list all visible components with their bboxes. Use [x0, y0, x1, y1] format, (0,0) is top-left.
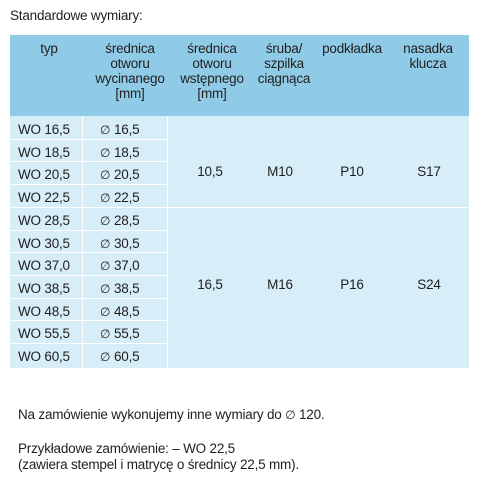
group1-washer: P10 — [340, 164, 364, 179]
cell-diameter — [100, 145, 139, 161]
example-order-line2: (zawiera stempel i matrycę o średnicy 22,5 mm). — [18, 457, 299, 472]
cell-typ: WO 22,5 — [18, 190, 70, 206]
diameter-value: 16,5 — [114, 122, 140, 137]
cell-typ: WO 48,5 — [18, 303, 70, 319]
diameter-icon: ∅ — [100, 145, 111, 160]
group1-bolt: M10 — [267, 164, 293, 179]
row-separator — [10, 184, 167, 185]
diameter-icon: ∅ — [100, 191, 111, 206]
cell-diameter — [100, 281, 139, 297]
header-pre-hole: średnica otworu wstępnego [mm] — [180, 41, 244, 101]
header-typ: typ — [40, 41, 58, 56]
cell-diameter — [100, 258, 139, 274]
diameter-icon: ∅ — [100, 236, 111, 251]
cell-diameter — [100, 167, 139, 183]
row-separator — [10, 275, 167, 276]
cell-diameter — [100, 122, 139, 138]
diameter-icon: ∅ — [100, 123, 111, 137]
diameter-icon: ∅ — [100, 304, 111, 319]
cell-typ: WO 55,5 — [18, 326, 70, 342]
diameter-value: 30,5 — [114, 235, 140, 251]
diameter-value: 48,5 — [114, 303, 140, 319]
group1-socket: S17 — [417, 164, 441, 179]
diameter-value: 37,0 — [114, 258, 140, 274]
cell-typ: WO 20,5 — [18, 167, 70, 183]
cell-typ: WO 18,5 — [18, 144, 70, 160]
header-bolt: śruba/ szpilka ciągnąca — [257, 41, 311, 86]
cell-typ: WO 30,5 — [18, 235, 70, 251]
cell-typ: WO 60,5 — [18, 349, 70, 364]
cell-typ: WO 37,0 — [18, 258, 70, 274]
note-text: Na zamówienie wykonujemy inne wymiary do — [18, 407, 282, 422]
table-caption: Standardowe wymiary: — [10, 8, 143, 23]
cell-diameter — [100, 213, 139, 229]
diameter-icon: ∅ — [100, 327, 111, 342]
cell-typ: WO 38,5 — [18, 280, 70, 296]
cell-diameter — [100, 190, 139, 206]
diameter-value: 55,5 — [114, 326, 140, 342]
column-separator — [82, 116, 83, 368]
group1-pre-hole: 10,5 — [197, 164, 223, 179]
row-separator — [10, 343, 167, 344]
diameter-value: 18,5 — [114, 144, 140, 160]
column-separator — [167, 116, 168, 368]
group2-socket: S24 — [417, 277, 441, 292]
row-separator — [10, 320, 167, 321]
diameter-icon: ∅ — [100, 168, 111, 183]
row-separator — [10, 252, 167, 253]
table-header — [10, 35, 469, 116]
example-order-line1: Przykładowe zamówienie: – WO 22,5 — [18, 441, 235, 456]
row-separator — [10, 230, 167, 231]
cell-diameter — [100, 349, 139, 365]
group2-washer: P16 — [340, 277, 364, 292]
header-washer: podkładka — [322, 41, 382, 56]
header-socket: nasadka klucza — [403, 41, 453, 71]
row-separator — [10, 298, 167, 299]
note-max: 120. — [299, 407, 325, 422]
diameter-value: 20,5 — [114, 167, 140, 183]
group-separator — [10, 207, 469, 208]
row-separator — [10, 161, 167, 162]
cell-diameter — [100, 304, 139, 320]
diameter-value: 22,5 — [114, 190, 140, 206]
group2-pre-hole: 16,5 — [197, 277, 223, 292]
diameter-value: 38,5 — [114, 280, 140, 296]
header-cut-diameter: średnica otworu wycinanego [mm] — [95, 41, 165, 101]
diameter-icon: ∅ — [100, 281, 111, 296]
cell-typ: WO 28,5 — [18, 212, 70, 228]
row-separator — [10, 139, 167, 140]
custom-dimensions-note — [18, 407, 324, 423]
diameter-value: 60,5 — [114, 349, 140, 364]
diameter-value: 28,5 — [114, 212, 140, 228]
cell-typ: WO 16,5 — [18, 122, 70, 137]
cell-diameter — [100, 326, 139, 342]
dimensions-table — [10, 35, 469, 368]
diameter-icon: ∅ — [100, 259, 111, 274]
cell-diameter — [100, 236, 139, 252]
diameter-icon: ∅ — [285, 408, 296, 422]
group2-bolt: M16 — [267, 277, 293, 292]
diameter-icon: ∅ — [100, 350, 111, 364]
diameter-icon: ∅ — [100, 213, 111, 228]
